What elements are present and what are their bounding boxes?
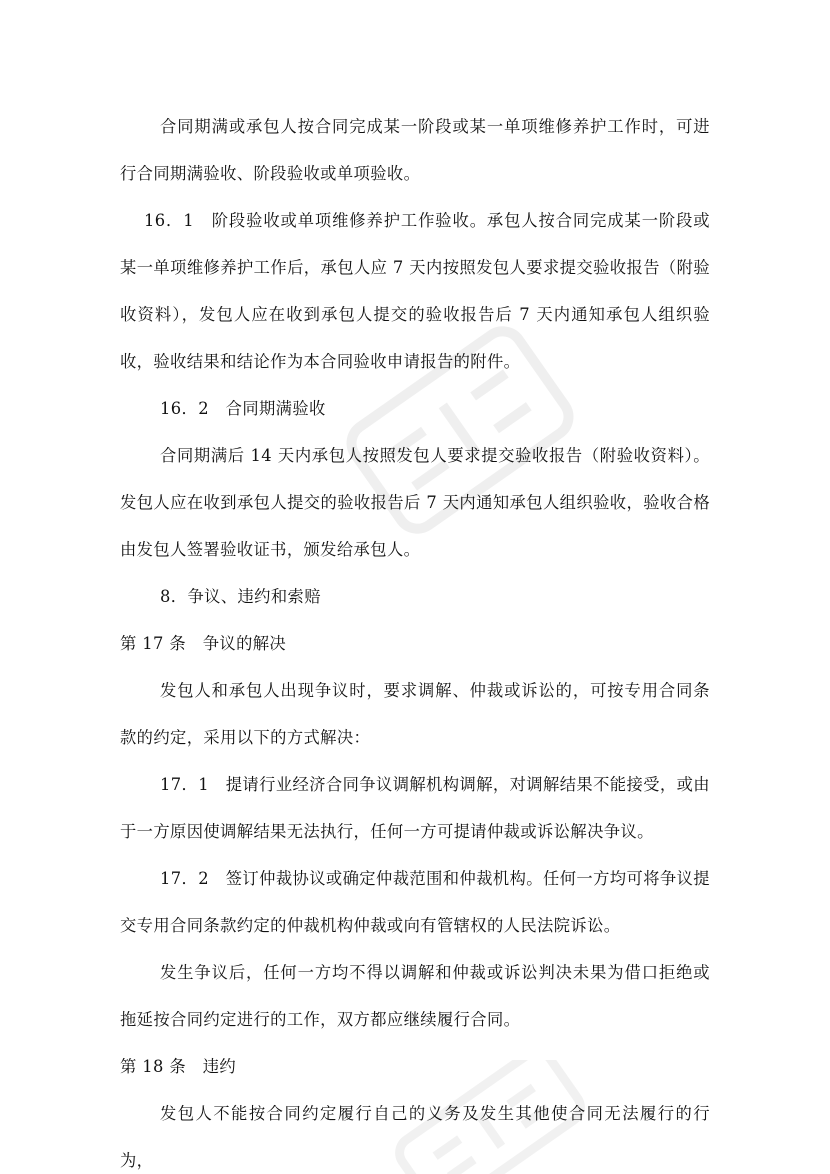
paragraph-16-2-heading: 16．2 合同期满验收 [160,399,326,418]
paragraph-dispute-continuation: 发生争议后，任何一方均不得以调解和仲裁或诉讼判决未果为借口拒绝或拖延按合同约定进行的工作，双方都应继续履行合同。 [120,963,710,1029]
paragraph-17-1: 17．1 提请行业经济合同争议调解机构调解，对调解结果不能接受，或由于一方原因使调解结果无法执行，任何一方可提请仲裁或诉讼解决争议。 [120,775,710,841]
document-body [120,103,710,1174]
paragraph-16-2-body: 合同期满后 14 天内承包人按照发包人要求提交验收报告（附验收资料）。发包人应在收到承包人提交的验收报告后 7 天内通知承包人组织验收，验收合格由发包人签署验收证书，颁发给承包人。 [120,446,710,559]
paragraph-dispute-intro: 发包人和承包人出现争议时，要求调解、仲裁或诉讼的，可按专用合同条款的约定，采用以下的方式解决： [120,681,710,747]
paragraph-acceptance-intro: 合同期满或承包人按合同完成某一阶段或某一单项维修养护工作时，可进行合同期满验收、阶段验收或单项验收。 [120,117,710,183]
paragraph-breach: 发包人不能按合同约定履行自己的义务及发生其他使合同无法履行的行为， [120,1104,710,1170]
section-8-heading: 8．争议、违约和索赔 [160,587,321,606]
article-17-heading: 第 17 条 争议的解决 [120,634,287,653]
article-18-heading: 第 18 条 违约 [120,1057,237,1076]
paragraph-16-1: 16．1 阶段验收或单项维修养护工作验收。承包人按合同完成某一阶段或某一单项维修养护工作后，承包人应 7 天内按照发包人要求提交验收报告（附验收资料），发包人应在收到承包人提交的验收报告后 7 天内通知承包人组织验收，验收结果和结论作为本合同验收申请报告的附件。 [120,211,710,371]
paragraph-17-2: 17．2 签订仲裁协议或确定仲裁范围和仲裁机构。任何一方均可将争议提交专用合同条款约定的仲裁机构仲裁或向有管辖权的人民法院诉讼。 [120,869,710,935]
